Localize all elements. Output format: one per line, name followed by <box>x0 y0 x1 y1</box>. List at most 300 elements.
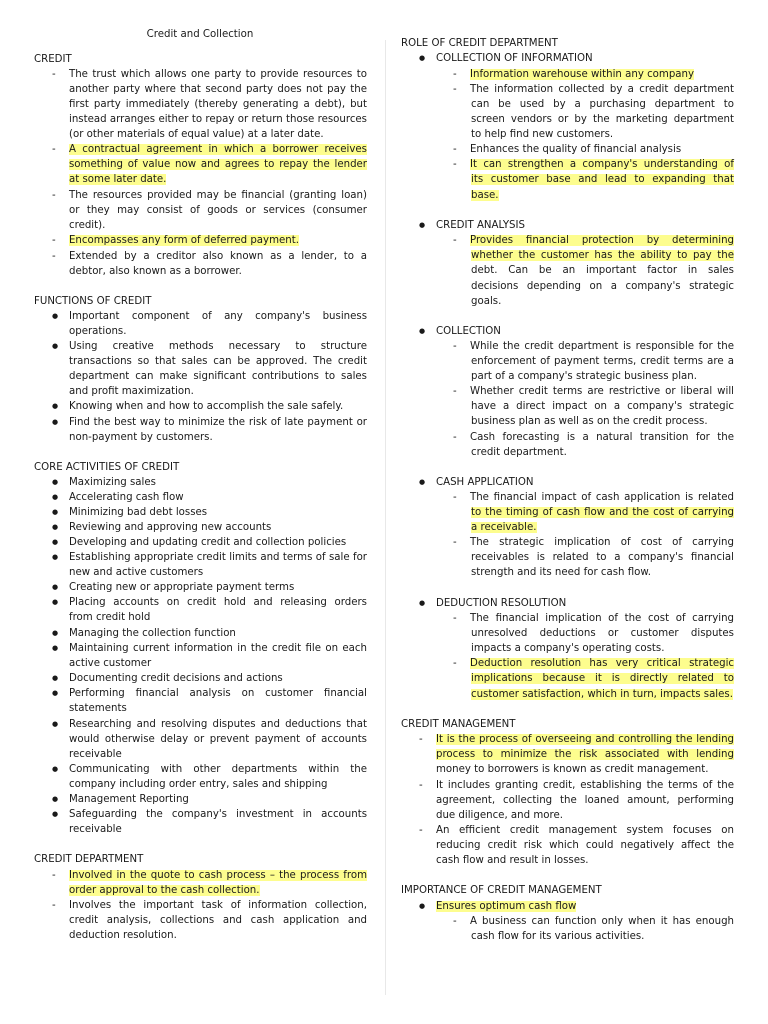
line-text-wrap <box>69 686 367 701</box>
text-line <box>34 671 367 686</box>
text-line <box>34 309 367 324</box>
line-text-wrap <box>401 883 734 898</box>
line-text-wrap <box>470 67 734 82</box>
line-text: active customer <box>69 658 152 669</box>
text-line <box>34 127 367 142</box>
line-text: receivable <box>69 749 122 760</box>
line-text: statements <box>69 703 127 714</box>
line-text: CORE ACTIVITIES OF CREDIT <box>34 462 180 473</box>
dash-marker-icon: - <box>419 825 423 836</box>
line-text: Performing financial analysis on customer financial <box>69 688 367 699</box>
text-line <box>34 520 367 535</box>
section-heading <box>34 460 367 475</box>
line-text-wrap <box>69 264 367 279</box>
dash-marker-icon: - <box>453 537 457 548</box>
line-text-wrap <box>69 369 367 384</box>
line-text: A business can function only when it has enough <box>470 916 734 927</box>
line-text: instead arranges either to repay or return those resources <box>69 114 367 125</box>
text-line <box>401 233 734 248</box>
text-line <box>401 294 734 309</box>
text-line <box>401 384 734 399</box>
text-line <box>401 97 734 112</box>
line-text: credit department. <box>471 447 567 458</box>
section-heading <box>34 52 367 67</box>
line-text: cash flow and result in losses. <box>436 855 589 866</box>
text-line <box>34 701 367 716</box>
line-text: Reviewing and approving new accounts <box>69 522 272 533</box>
dash-marker-icon: - <box>453 386 457 397</box>
text-line <box>34 157 367 172</box>
line-text: order approval to the cash collection. <box>69 885 260 896</box>
line-text: agreement, collecting the loaned amount, performing <box>436 795 734 806</box>
line-text: Researching and resolving disputes and deductions that <box>69 719 367 730</box>
text-line <box>401 505 734 520</box>
text-line <box>401 626 734 641</box>
line-text: Safeguarding the company's investment in accounts <box>69 809 367 820</box>
bullet-marker-icon: ● <box>419 327 426 335</box>
bullet-marker-icon: ● <box>52 689 59 697</box>
text-line <box>34 762 367 777</box>
text-line <box>34 913 367 928</box>
line-text: Minimizing bad debt losses <box>69 507 208 518</box>
bullet-marker-icon: ● <box>419 478 426 486</box>
dash-marker-icon: - <box>453 144 457 155</box>
text-line <box>34 626 367 641</box>
text-line <box>401 520 734 535</box>
text-line <box>401 762 734 777</box>
line-text: Management Reporting <box>69 794 189 805</box>
text-line <box>34 384 367 399</box>
line-text: money to borrowers is known as credit management. <box>436 764 709 775</box>
text-line <box>34 82 367 97</box>
dash-marker-icon: - <box>453 613 457 624</box>
line-text-wrap <box>471 641 734 656</box>
dash-marker-icon: - <box>453 658 457 669</box>
line-text: Deduction resolution has very critical strategic <box>470 658 734 669</box>
line-text-wrap <box>69 535 367 550</box>
line-text: Maximizing sales <box>69 477 156 488</box>
line-text: Involved in the quote to cash process – the process from <box>69 870 367 881</box>
line-text-wrap <box>69 233 367 248</box>
line-text-wrap <box>69 249 367 264</box>
line-text: debt. Can be an important factor in sales <box>471 265 734 276</box>
line-text-wrap <box>69 701 367 716</box>
line-text-wrap <box>470 611 734 626</box>
bullet-marker-icon: ● <box>52 583 59 591</box>
line-text-wrap <box>470 339 734 354</box>
text-line <box>401 490 734 505</box>
section-heading <box>401 717 734 732</box>
line-text: Extended by a creditor also known as a lender, to a <box>69 251 367 262</box>
bullet-marker-icon: ● <box>52 508 59 516</box>
line-text-wrap <box>69 626 367 641</box>
line-text: at some later date. <box>69 174 167 185</box>
line-text-wrap <box>69 732 367 747</box>
line-text: While the credit department is responsible for the <box>470 341 734 352</box>
line-text-wrap <box>436 475 734 490</box>
text-line <box>401 641 734 656</box>
line-text: a receivable. <box>471 522 537 533</box>
text-line <box>401 82 734 97</box>
line-text-wrap <box>470 142 734 157</box>
line-text: COLLECTION <box>436 326 501 337</box>
dash-marker-icon: - <box>52 190 56 201</box>
line-text-wrap <box>471 687 734 702</box>
line-text: unresolved deductions or customer disputes <box>471 628 734 639</box>
line-text-wrap <box>471 550 734 565</box>
text-line <box>401 399 734 414</box>
text-line <box>401 671 734 686</box>
line-text: (or other materials of equal value) at a later date. <box>69 129 324 140</box>
line-text: Knowing when and how to accomplish the sale safely. <box>69 401 344 412</box>
text-line <box>401 339 734 354</box>
line-text: credit). <box>69 220 106 231</box>
text-line <box>34 868 367 883</box>
line-text: from credit hold <box>69 612 151 623</box>
text-line <box>34 822 367 837</box>
line-text-wrap <box>69 172 367 187</box>
line-text-wrap <box>436 778 734 793</box>
line-text-wrap <box>471 354 734 369</box>
line-text: Enhances the quality of financial analysis <box>470 144 682 155</box>
line-text-wrap <box>69 67 367 82</box>
line-text: non-payment by customers. <box>69 432 213 443</box>
text-line <box>401 838 734 853</box>
line-text-wrap <box>436 218 734 233</box>
line-text: department can make significant contributions to sales <box>69 371 367 382</box>
text-line <box>34 505 367 520</box>
text-line <box>34 610 367 625</box>
text-line <box>34 172 367 187</box>
text-line <box>401 157 734 172</box>
line-text-wrap <box>69 747 367 762</box>
bullet-marker-icon: ● <box>52 418 59 426</box>
line-text-wrap <box>401 36 734 51</box>
text-line <box>401 550 734 565</box>
line-text-wrap <box>69 807 367 822</box>
line-text: Cash forecasting is a natural transition for the <box>470 432 734 443</box>
text-line <box>34 747 367 762</box>
line-text: to help find new customers. <box>471 129 614 140</box>
line-text: Important component of any company's business <box>69 311 367 322</box>
text-line <box>34 535 367 550</box>
text-line <box>401 172 734 187</box>
line-text: The trust which allows one party to provide resources to <box>69 69 367 80</box>
dash-marker-icon: - <box>419 734 423 745</box>
text-line <box>401 142 734 157</box>
text-line <box>401 899 734 914</box>
line-text: and profit maximization. <box>69 386 194 397</box>
bullet-marker-icon: ● <box>52 342 59 350</box>
text-line <box>34 218 367 233</box>
bullet-marker-icon: ● <box>52 312 59 320</box>
line-text: Ensures optimum cash flow <box>436 901 577 912</box>
text-line <box>34 188 367 203</box>
text-line <box>34 339 367 354</box>
line-text: Managing the collection function <box>69 628 236 639</box>
text-line <box>34 732 367 747</box>
line-text: DEDUCTION RESOLUTION <box>436 598 567 609</box>
text-line <box>34 717 367 732</box>
line-text: Communicating with other departments within the <box>69 764 367 775</box>
line-text: The resources provided may be financial (granting loan) <box>69 190 367 201</box>
bullet-marker-icon: ● <box>419 902 426 910</box>
line-text: credit analysis, collections and cash application and <box>69 915 367 926</box>
text-line <box>401 414 734 429</box>
line-text: CREDIT DEPARTMENT <box>34 854 144 865</box>
line-text-wrap <box>69 565 367 580</box>
line-text: receivables is related to a company's financial <box>471 552 734 563</box>
line-text: something of value now and agrees to repay the lender <box>69 159 367 170</box>
text-line <box>401 127 734 142</box>
line-text: The financial impact of cash application is related <box>470 492 734 503</box>
line-text: screen vendors or by the marketing department <box>471 114 734 125</box>
text-line <box>401 808 734 823</box>
line-text-wrap <box>471 505 734 520</box>
line-text-wrap <box>436 853 734 868</box>
line-text-wrap <box>34 460 367 475</box>
line-text-wrap <box>471 97 734 112</box>
line-text: It is the process of overseeing and controlling the lending <box>436 734 734 745</box>
line-text-wrap <box>401 717 734 732</box>
line-text: The information collected by a credit department <box>470 84 734 95</box>
dash-marker-icon: - <box>453 432 457 443</box>
bullet-marker-icon: ● <box>52 674 59 682</box>
line-text: Using creative methods necessary to structure <box>69 341 367 352</box>
text-line <box>401 67 734 82</box>
line-text-wrap <box>436 596 734 611</box>
line-text-wrap <box>69 883 367 898</box>
text-line <box>401 218 734 233</box>
text-line <box>34 249 367 264</box>
text-line <box>34 233 367 248</box>
text-line <box>34 565 367 580</box>
text-line <box>34 415 367 430</box>
dash-marker-icon: - <box>52 144 56 155</box>
line-text-wrap <box>471 369 734 384</box>
line-text-wrap <box>471 399 734 414</box>
line-text: The financial implication of the cost of carrying <box>470 613 734 624</box>
line-text: Find the best way to minimize the risk of late payment or <box>69 417 367 428</box>
bullet-marker-icon: ● <box>52 795 59 803</box>
section-heading <box>401 36 734 51</box>
line-text: due diligence, and more. <box>436 810 563 821</box>
bullet-marker-icon: ● <box>52 644 59 652</box>
text-line <box>34 369 367 384</box>
line-text: process to minimize the risk associated with lending <box>436 749 734 760</box>
dash-marker-icon: - <box>419 780 423 791</box>
text-line <box>34 475 367 490</box>
line-text: whether the customer has the ability to pay the <box>471 250 734 261</box>
text-line <box>401 929 734 944</box>
line-text-wrap <box>69 550 367 565</box>
line-text-wrap <box>471 172 734 187</box>
text-line <box>401 565 734 580</box>
line-text: CREDIT ANALYSIS <box>436 220 525 231</box>
text-line <box>34 686 367 701</box>
line-text-wrap <box>470 535 734 550</box>
bullet-marker-icon: ● <box>52 493 59 501</box>
line-text-wrap <box>69 520 367 535</box>
text-line <box>401 248 734 263</box>
line-text-wrap <box>470 656 734 671</box>
line-text-wrap <box>470 384 734 399</box>
text-line <box>34 883 367 898</box>
bullet-marker-icon: ● <box>52 402 59 410</box>
text-line <box>401 778 734 793</box>
line-text-wrap <box>69 898 367 913</box>
line-text-wrap <box>436 324 734 339</box>
text-line <box>34 807 367 822</box>
text-line <box>34 430 367 445</box>
line-text-wrap <box>69 324 367 339</box>
text-line <box>401 475 734 490</box>
bullet-marker-icon: ● <box>52 553 59 561</box>
line-text: reducing credit risk which could negatively affect the <box>436 840 734 851</box>
line-text-wrap <box>69 218 367 233</box>
line-text-wrap <box>471 626 734 641</box>
line-text-wrap <box>69 339 367 354</box>
line-text: Accelerating cash flow <box>69 492 184 503</box>
text-line <box>34 354 367 369</box>
column-divider <box>385 40 386 995</box>
text-line <box>401 324 734 339</box>
line-text: operations. <box>69 326 127 337</box>
line-text: A contractual agreement in which a borrower receives <box>69 144 367 155</box>
line-text-wrap <box>69 430 367 445</box>
line-text-wrap <box>69 595 367 610</box>
bullet-marker-icon: ● <box>419 599 426 607</box>
text-line <box>34 595 367 610</box>
line-text: first party immediately (thereby generating a debt), but <box>69 99 367 110</box>
text-line <box>401 354 734 369</box>
text-line <box>34 97 367 112</box>
line-text-wrap <box>34 294 367 309</box>
text-line <box>34 792 367 807</box>
text-line <box>401 51 734 66</box>
dash-marker-icon: - <box>52 870 56 881</box>
line-text: Information warehouse within any company <box>470 69 695 80</box>
line-text-wrap <box>69 822 367 837</box>
line-text-wrap <box>470 914 734 929</box>
line-text: part of a company's strategic business plan. <box>471 371 697 382</box>
line-text-wrap <box>470 157 734 172</box>
line-text-wrap <box>69 97 367 112</box>
dash-marker-icon: - <box>453 69 457 80</box>
line-text: FUNCTIONS OF CREDIT <box>34 296 152 307</box>
bullet-marker-icon: ● <box>419 221 426 229</box>
line-text-wrap <box>69 399 367 414</box>
text-line <box>401 823 734 838</box>
line-text-wrap <box>436 732 734 747</box>
line-text: customer satisfaction, which in turn, impacts sales. <box>471 689 733 700</box>
line-text-wrap <box>471 127 734 142</box>
line-text: receivable <box>69 824 122 835</box>
text-line <box>34 580 367 595</box>
section-heading <box>401 883 734 898</box>
line-text-wrap <box>471 445 734 460</box>
line-text-wrap <box>471 248 734 263</box>
dash-marker-icon: - <box>52 251 56 262</box>
dash-marker-icon: - <box>453 159 457 170</box>
text-line <box>34 898 367 913</box>
line-text-wrap <box>34 852 367 867</box>
section-heading <box>34 294 367 309</box>
text-line <box>34 928 367 943</box>
text-line <box>34 656 367 671</box>
bullet-marker-icon: ● <box>52 720 59 728</box>
line-text: Documenting credit decisions and actions <box>69 673 283 684</box>
line-text-wrap <box>34 52 367 67</box>
line-text-wrap <box>69 188 367 203</box>
line-text: Involves the important task of information collection, <box>69 900 367 911</box>
line-text-wrap <box>471 929 734 944</box>
line-text-wrap <box>470 430 734 445</box>
line-text-wrap <box>69 580 367 595</box>
line-text: IMPORTANCE OF CREDIT MANAGEMENT <box>401 885 602 896</box>
line-text: new and active customers <box>69 567 204 578</box>
line-text-wrap <box>470 233 734 248</box>
line-text: Creating new or appropriate payment terms <box>69 582 295 593</box>
line-text-wrap <box>69 475 367 490</box>
line-text: cash flow for its various activities. <box>471 931 645 942</box>
line-text: transactions so that sales can be approved. The credit <box>69 356 367 367</box>
line-text-wrap <box>69 384 367 399</box>
line-text: deduction resolution. <box>69 930 177 941</box>
line-text: It can strengthen a company's understanding of <box>470 159 734 170</box>
dash-marker-icon: - <box>453 235 457 246</box>
line-text-wrap <box>69 415 367 430</box>
line-text-wrap <box>69 505 367 520</box>
line-text-wrap <box>471 294 734 309</box>
line-text: would otherwise delay or prevent payment of accounts <box>69 734 367 745</box>
line-text-wrap <box>69 82 367 97</box>
line-text: goals. <box>471 296 502 307</box>
line-text: impacts a company's operating costs. <box>471 643 665 654</box>
dash-marker-icon: - <box>52 900 56 911</box>
line-text-wrap <box>471 565 734 580</box>
text-line <box>34 550 367 565</box>
line-text: The strategic implication of cost of carrying <box>470 537 734 548</box>
line-text-wrap <box>471 188 734 203</box>
line-text-wrap <box>69 610 367 625</box>
bullet-marker-icon: ● <box>419 54 426 62</box>
line-text-wrap <box>436 762 734 777</box>
text-line <box>34 264 367 279</box>
text-line <box>401 535 734 550</box>
line-text: COLLECTION OF INFORMATION <box>436 53 593 64</box>
text-line <box>401 853 734 868</box>
line-text: CASH APPLICATION <box>436 477 534 488</box>
line-text: It includes granting credit, establishing the terms of the <box>436 780 734 791</box>
line-text: company including order entry, sales and shipping <box>69 779 328 790</box>
line-text-wrap <box>471 112 734 127</box>
line-text-wrap <box>436 899 734 914</box>
dash-marker-icon: - <box>453 492 457 503</box>
line-text-wrap <box>69 354 367 369</box>
line-text-wrap <box>436 823 734 838</box>
line-text: another party where that second party does not pay the <box>69 84 367 95</box>
line-text: Maintaining current information in the credit file on each <box>69 643 367 654</box>
text-line <box>34 67 367 82</box>
bullet-marker-icon: ● <box>52 478 59 486</box>
line-text: Placing accounts on credit hold and releasing orders <box>69 597 367 608</box>
bullet-marker-icon: ● <box>52 765 59 773</box>
line-text: Whether credit terms are restrictive or liberal will <box>470 386 734 397</box>
line-text-wrap <box>69 717 367 732</box>
line-text: decisions depending on a company's strategic <box>471 281 734 292</box>
line-text: implications because it is directly related to <box>471 673 734 684</box>
